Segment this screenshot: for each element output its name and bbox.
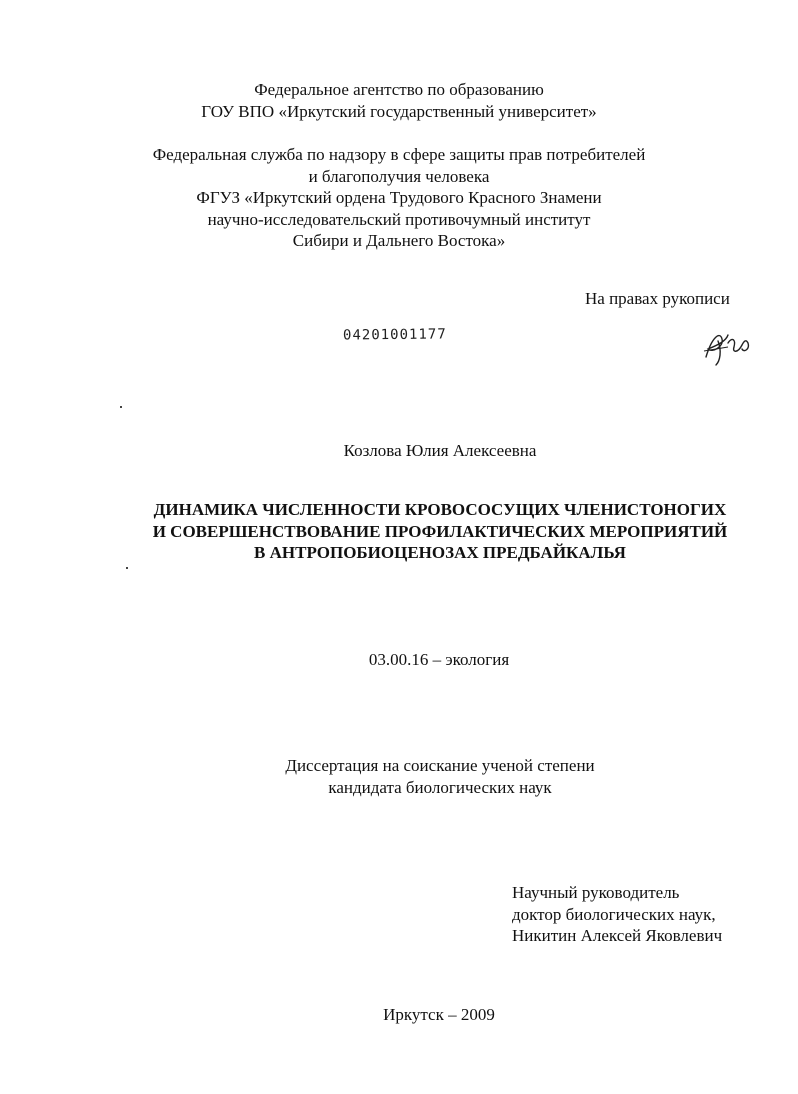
institute-line-2: научно-исследовательский противочумный институт (207, 210, 591, 229)
institute-line-1: ФГУЗ «Иркутский ордена Трудового Красного Знамени (196, 188, 602, 207)
title-line-1: ДИНАМИКА ЧИСЛЕННОСТИ КРОВОСОСУЩИХ ЧЛЕНИСТОНОГИХ (153, 500, 727, 519)
manuscript-note: На правах рукописи (585, 289, 730, 308)
dissertation-line-1: Диссертация на соискание ученой степени (285, 756, 595, 775)
scan-mark (126, 567, 128, 569)
supervisor-name: Никитин Алексей Яковлевич (512, 926, 723, 945)
author-name: Козлова Юлия Алексеевна (343, 441, 537, 460)
institute-line-3: Сибири и Дальнего Востока» (292, 231, 506, 250)
service-line-2: и благополучия человека (308, 167, 490, 186)
specialty: 03.00.16 – экология (368, 650, 510, 669)
title-line-2: И СОВЕРШЕНСТВОВАНИЕ ПРОФИЛАКТИЧЕСКИХ МЕРОПРИЯТИЙ (152, 522, 728, 541)
title-line-3: В АНТРОПОБИОЦЕНОЗАХ ПРЕДБАЙКАЛЬЯ (254, 543, 626, 562)
dissertation-line-2: кандидата биологических наук (328, 778, 552, 797)
university-line: ГОУ ВПО «Иркутский государственный университет» (201, 102, 597, 121)
agency-line: Федеральное агентство по образованию (254, 80, 544, 99)
handwritten-signature-icon (698, 327, 754, 367)
supervisor-degree: доктор биологических наук, (512, 905, 716, 924)
registration-number: 04201001177 (342, 326, 447, 344)
supervisor-label: Научный руководитель (512, 883, 680, 902)
service-line-1: Федеральная служба по надзору в сфере защиты прав потребителей (152, 145, 646, 164)
city-year: Иркутск – 2009 (383, 1005, 495, 1024)
scan-mark (120, 406, 122, 408)
